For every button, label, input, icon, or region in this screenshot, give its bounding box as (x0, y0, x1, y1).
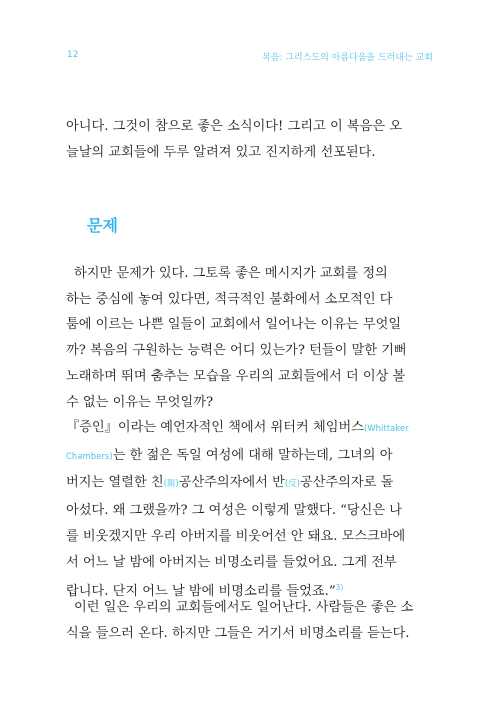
text-line: 이런 일은 우리의 교회들에서도 일어난다. 사람들은 좋은 소 (74, 600, 414, 615)
text-line: 식을 들으러 온다. 하지만 그들은 거기서 비명소리를 듣는다. (66, 625, 410, 641)
text-line (66, 415, 434, 443)
english-name: Chambers) (66, 451, 113, 462)
text-line: 툼에 이르는 나쁜 일들이 교회에서 일어나는 이유는 무엇일 (66, 317, 402, 333)
footnote-marker: 3) (335, 583, 344, 593)
text-line: 를 비웃겠지만 우리 아버지를 비웃어선 안 돼요. 모스크바에 (66, 528, 406, 544)
text-line: 늘날의 교회들에 두루 알려져 있고 진지하게 선포된다. (66, 144, 376, 160)
story-text: 버지는 열렬한 친 (66, 475, 164, 491)
text-line: 노래하며 뛰며 춤추는 모습을 우리의 교회들에서 더 이상 볼 (66, 368, 406, 384)
text-line: 서 어느 날 밤에 아버지는 비명소리를 들었어요. 그게 전부 (66, 554, 397, 570)
story-text: 공산주의자에서 반 (178, 475, 285, 491)
hanja-gloss: (親) (163, 479, 179, 490)
text-line (66, 470, 434, 498)
text-line: 아섰다. 왜 그랬을까? 그 여성은 이렇게 말했다. “당신은 나 (66, 503, 402, 519)
story-text: 랍니다. 단지 어느 날 밤에 비명소리를 들었죠.” (66, 584, 336, 600)
text-line: 까? 복음의 구원하는 능력은 어디 있는가? 턴들이 말한 기뻐 (66, 343, 407, 359)
text-line: 하는 중심에 놓여 있다면, 적극적인 불화에서 소모적인 다 (66, 291, 393, 307)
hanja-gloss: (反) (284, 479, 300, 490)
text-line: 수 없는 이유는 무엇일까? (66, 394, 214, 410)
section-heading: 문제 (87, 216, 118, 235)
english-name: (Whittaker (363, 424, 409, 434)
story-text: 는 한 젊은 독일 여성에 대해 말하는데, 그녀의 아 (112, 447, 393, 463)
page-number: 12 (67, 50, 79, 60)
intro-paragraph (66, 114, 434, 165)
story-text: 공산주의자로 돌 (299, 475, 394, 491)
text-line (66, 443, 434, 471)
story-paragraph (66, 415, 434, 605)
running-title: 복음: 그리스도의 아름다움을 드러내는 교회 (262, 53, 433, 63)
closing-paragraph (66, 595, 434, 646)
story-text: 『증인』이라는 예언자적인 책에서 위터커 체임버스 (66, 420, 364, 435)
problem-paragraph (66, 261, 434, 415)
text-line: 하지만 문제가 있다. 그토록 좋은 메시지가 교회를 정의 (74, 266, 388, 281)
text-line: 아니다. 그것이 참으로 좋은 소식이다! 그리고 이 복음은 오 (66, 119, 403, 134)
